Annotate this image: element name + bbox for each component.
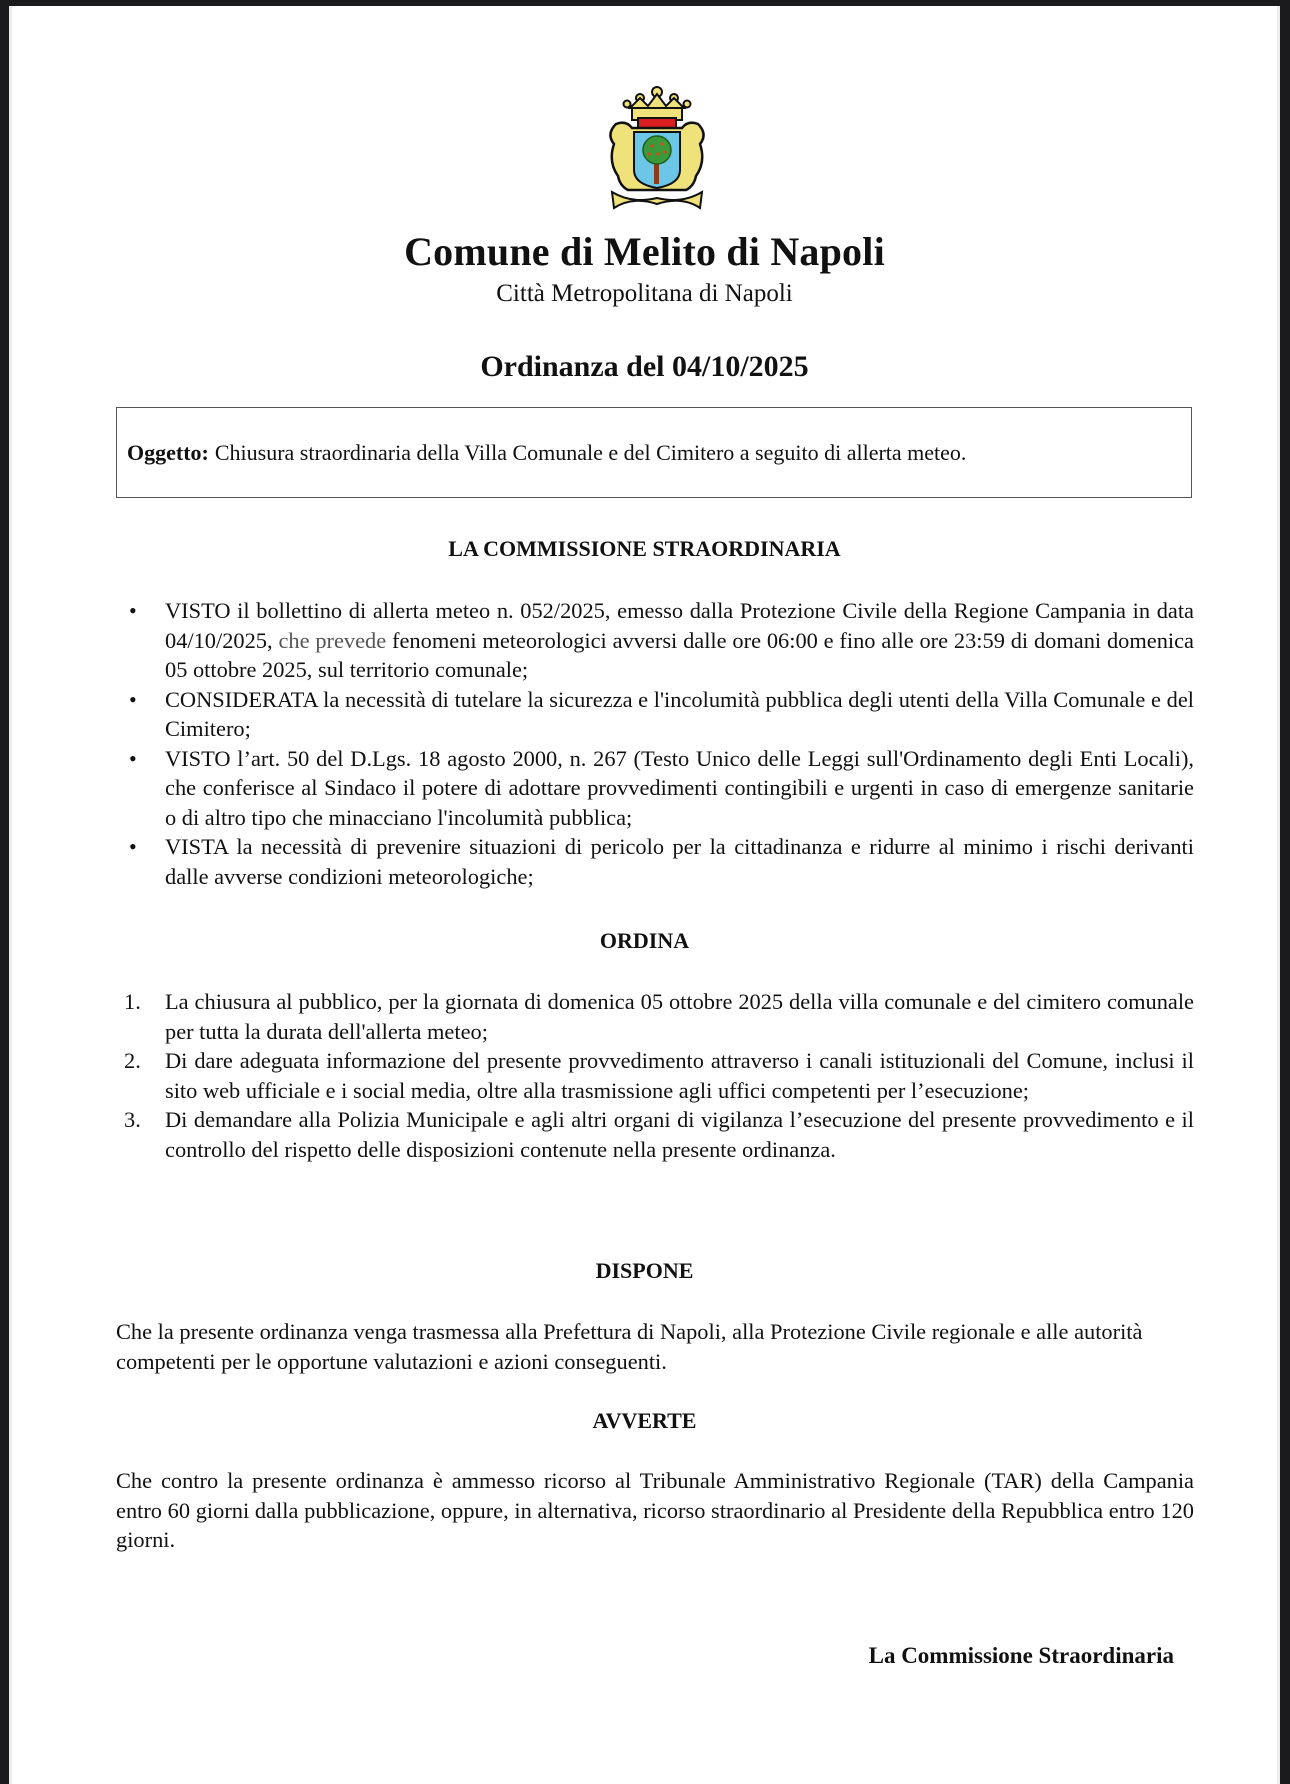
- dispone-text: Che la presente ordinanza venga trasmessa alla Prefettura di Napoli, alla Protezione Civile regionale e alle autorità competenti per le opportune valutazioni e azioni conseguenti.: [116, 1319, 1143, 1374]
- bullet-icon: •: [129, 745, 137, 771]
- metro-city-subtitle: Città Metropolitana di Napoli: [496, 280, 793, 307]
- signature: La Commissione Straordinaria: [868, 1643, 1174, 1668]
- bullet-icon: •: [129, 834, 137, 859]
- avverte-text: Che contro la presente ordinanza è ammesso ricorso al Tribunale Amministrativo Regionale (TAR) della Campania entro 60 giorni dalla pubblicazione, oppure, in alternativa, ricorso straordinario al Presidente della Repubblica entro 120 giorni.: [116, 1468, 1194, 1552]
- municipality-title: Comune di Melito di Napoli: [404, 229, 885, 274]
- preamble-list: [116, 596, 1194, 891]
- list-item: 2. Di dare adeguata informazione del presente provvedimento attraverso i canali istituzionali del Comune, inclusi il sito web ufficiale e i social media, oltre alla trasmissione agli uffici competenti per l’esecuzione;: [124, 1048, 1194, 1103]
- list-item: • VISTO il bollettino di allerta meteo n. 052/2025, emesso dalla Protezione Civile della Regione Campania in data 04/10/2025, che prevede fenomeni meteorologici avversi dalle ore 06:00 e fino alle ore 23:59 di domani domenica 05 ottobre 2025, sul territorio comunale;: [129, 598, 1194, 682]
- ordina-list: [116, 987, 1194, 1164]
- crown-icon: [624, 87, 691, 128]
- item-number: 2.: [124, 1048, 141, 1073]
- list-item: • VISTA la necessità di prevenire situazioni di pericolo per la cittadinanza e ridurre al minimo i rischi derivanti dalle avverse condizioni meteorologiche;: [129, 834, 1194, 889]
- document-page: [9, 6, 1280, 1784]
- subject-text: Chiusura straordinaria della Villa Comunale e del Cimitero a seguito di allerta meteo.: [214, 439, 967, 465]
- preamble-heading: LA COMMISSIONE STRAORDINARIA: [448, 536, 841, 561]
- item-number: 1.: [124, 989, 141, 1014]
- ordinance-title: Ordinanza del 04/10/2025: [480, 350, 809, 383]
- highlighted-text: che prevede: [278, 627, 387, 653]
- item-number: 3.: [124, 1107, 141, 1132]
- list-item: 1. La chiusura al pubblico, per la giornata di domenica 05 ottobre 2025 della villa comunale e del cimitero comunale per tutta la durata dell'allerta meteo;: [124, 989, 1194, 1044]
- dispone-heading: DISPONE: [595, 1258, 694, 1283]
- list-item: • VISTO l’art. 50 del D.Lgs. 18 agosto 2000, n. 267 (Testo Unico delle Leggi sull'Ordinamento degli Enti Locali), che conferisce al Sindaco il potere di adottare provvedimenti contingibili e urgenti in caso di emergenze sanitarie o di altro tipo che minacciano l'incolumità pubblica;: [129, 745, 1194, 830]
- bullet-icon: •: [129, 598, 137, 623]
- list-item: 3. Di demandare alla Polizia Municipale e agli altri organi di vigilanza l’esecuzione del presente provvedimento e il controllo del rispetto delle disposizioni contenute nella presente ordinanza.: [124, 1107, 1194, 1162]
- avverte-heading: AVVERTE: [592, 1408, 697, 1433]
- bullet-icon: •: [129, 686, 137, 712]
- list-item: • CONSIDERATA la necessità di tutelare la sicurezza e l'incolumità pubblica degli utenti della Villa Comunale e del Cimitero;: [129, 686, 1194, 741]
- subject-label: Oggetto:: [127, 439, 209, 465]
- coat-of-arms-icon: [602, 84, 712, 212]
- ordina-heading: ORDINA: [599, 928, 690, 953]
- subject-box: [116, 407, 1192, 498]
